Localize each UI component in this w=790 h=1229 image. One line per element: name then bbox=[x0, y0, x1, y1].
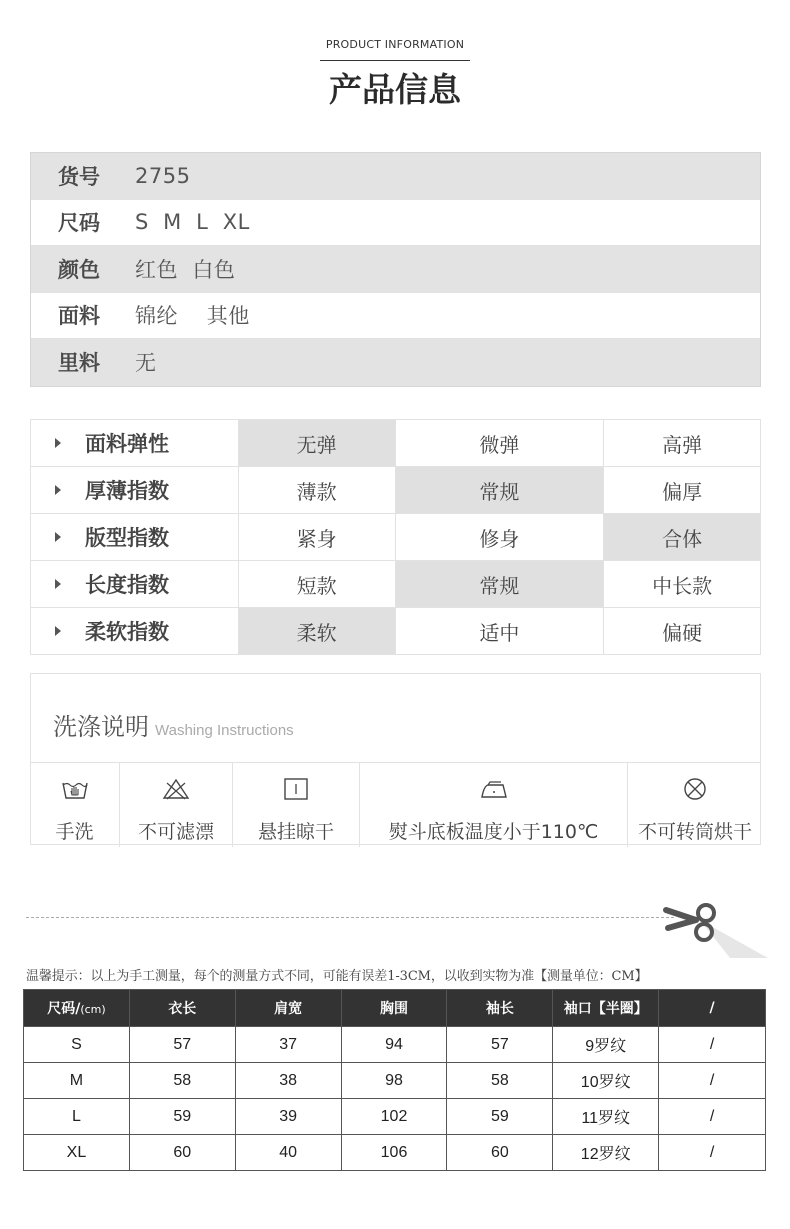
size-cell: 38 bbox=[235, 1063, 341, 1099]
attribute-option: 薄款 bbox=[238, 467, 395, 514]
wash-icons-row bbox=[30, 762, 761, 846]
size-cell: 60 bbox=[129, 1135, 235, 1171]
wash-label: 不可转筒烘干 bbox=[638, 821, 753, 843]
caret-right-icon bbox=[55, 626, 61, 636]
size-cell: 106 bbox=[341, 1135, 447, 1171]
size-cell: / bbox=[659, 1135, 766, 1171]
attribute-option: 偏硬 bbox=[604, 608, 761, 655]
size-cell: 94 bbox=[341, 1027, 447, 1063]
attribute-label: 厚薄指数 bbox=[85, 479, 169, 503]
caret-right-icon bbox=[55, 438, 61, 448]
size-cell: 37 bbox=[235, 1027, 341, 1063]
attribute-option: 柔软 bbox=[238, 608, 395, 655]
info-label: 货号 bbox=[58, 164, 100, 189]
size-cell: 57 bbox=[129, 1027, 235, 1063]
info-row-size bbox=[31, 200, 760, 247]
attribute-option: 中长款 bbox=[604, 561, 761, 608]
attribute-name bbox=[31, 420, 239, 467]
info-row-item-number bbox=[31, 153, 760, 200]
page-title: 产品信息 bbox=[329, 70, 461, 109]
attribute-label: 面料弹性 bbox=[85, 432, 169, 456]
wash-label: 不可滤漂 bbox=[137, 821, 214, 843]
size-header-cell: 袖长 bbox=[447, 990, 553, 1027]
size-cell: 9罗纹 bbox=[553, 1027, 659, 1063]
attribute-name bbox=[31, 514, 239, 561]
size-cell: 39 bbox=[235, 1099, 341, 1135]
attribute-row bbox=[31, 608, 761, 655]
size-cell: 10罗纹 bbox=[553, 1063, 659, 1099]
wash-item-no-bleach bbox=[120, 763, 233, 847]
size-cell: / bbox=[659, 1027, 766, 1063]
wash-item-hang-dry bbox=[233, 763, 360, 847]
attribute-option: 短款 bbox=[238, 561, 395, 608]
wash-item-no-tumble-dry bbox=[628, 763, 761, 847]
info-value: 2755 bbox=[135, 163, 191, 188]
size-table bbox=[23, 989, 766, 1171]
product-info-table bbox=[30, 152, 761, 387]
attribute-option: 偏厚 bbox=[604, 467, 761, 514]
no-bleach-icon bbox=[161, 777, 191, 801]
size-header-label: 尺码/ bbox=[47, 1001, 81, 1017]
attribute-name bbox=[31, 467, 239, 514]
size-cell: 57 bbox=[447, 1027, 553, 1063]
wash-title bbox=[53, 707, 294, 742]
caret-right-icon bbox=[55, 485, 61, 495]
attribute-option: 高弹 bbox=[604, 420, 761, 467]
hang-dry-icon bbox=[281, 777, 311, 801]
size-cell: 11罗纹 bbox=[553, 1099, 659, 1135]
attribute-table bbox=[30, 419, 761, 655]
attribute-option: 修身 bbox=[395, 514, 604, 561]
attribute-option: 常规 bbox=[395, 561, 604, 608]
size-cell: 59 bbox=[129, 1099, 235, 1135]
attribute-option: 紧身 bbox=[238, 514, 395, 561]
size-header-cell: 胸围 bbox=[341, 990, 447, 1027]
wash-item-iron bbox=[360, 763, 628, 847]
size-cell: / bbox=[659, 1063, 766, 1099]
attribute-row bbox=[31, 467, 761, 514]
size-cell: M bbox=[24, 1063, 130, 1099]
size-cell: 59 bbox=[447, 1099, 553, 1135]
size-cell: L bbox=[24, 1099, 130, 1135]
info-label: 颜色 bbox=[58, 257, 100, 282]
wash-label: 熨斗底板温度小于110℃ bbox=[388, 821, 599, 843]
caret-right-icon bbox=[55, 579, 61, 589]
caret-right-icon bbox=[55, 532, 61, 542]
header-divider bbox=[320, 60, 470, 61]
wash-label: 手洗 bbox=[55, 821, 94, 843]
attribute-row bbox=[31, 514, 761, 561]
measurement-note: 温馨提示：以上为手工测量，每个的测量方式不同，可能有误差1-3CM，以收到实物为准【测量单位：CM】 bbox=[26, 969, 648, 984]
attribute-option: 无弹 bbox=[238, 420, 395, 467]
info-label: 里料 bbox=[58, 351, 100, 376]
attribute-option: 微弹 bbox=[395, 420, 604, 467]
info-label: 尺码 bbox=[58, 211, 100, 236]
size-cell: 58 bbox=[447, 1063, 553, 1099]
no-tumble-dry-icon bbox=[680, 777, 710, 801]
size-cell: 98 bbox=[341, 1063, 447, 1099]
size-cell: S bbox=[24, 1027, 130, 1063]
info-value: 锦纶 其他 bbox=[135, 304, 250, 329]
size-header-cell: 袖口【半圈】 bbox=[553, 990, 659, 1027]
table-row bbox=[24, 1027, 766, 1063]
size-cell: 40 bbox=[235, 1135, 341, 1171]
attribute-row bbox=[31, 561, 761, 608]
info-row-color bbox=[31, 246, 760, 293]
size-cell: / bbox=[659, 1099, 766, 1135]
table-row bbox=[24, 1135, 766, 1171]
wash-label: 悬挂晾干 bbox=[257, 821, 334, 843]
size-cell: 60 bbox=[447, 1135, 553, 1171]
table-row bbox=[24, 1063, 766, 1099]
info-value: 红色 白色 bbox=[135, 257, 236, 282]
size-header-cell: / bbox=[659, 990, 766, 1027]
size-cell: 12罗纹 bbox=[553, 1135, 659, 1171]
attribute-label: 长度指数 bbox=[85, 573, 169, 597]
wash-title-zh: 洗涤说明 bbox=[53, 713, 149, 741]
info-label: 面料 bbox=[58, 304, 100, 329]
size-cell: XL bbox=[24, 1135, 130, 1171]
info-row-lining bbox=[31, 339, 760, 386]
cut-line bbox=[26, 917, 674, 918]
size-table-header bbox=[24, 990, 766, 1027]
attribute-option: 合体 bbox=[604, 514, 761, 561]
attribute-option: 常规 bbox=[395, 467, 604, 514]
size-cell: 58 bbox=[129, 1063, 235, 1099]
size-header-unit: (cm) bbox=[80, 1003, 106, 1016]
iron-icon bbox=[477, 777, 511, 801]
attribute-name bbox=[31, 608, 239, 655]
attribute-name bbox=[31, 561, 239, 608]
size-header-cell bbox=[24, 990, 130, 1027]
table-row bbox=[24, 1099, 766, 1135]
attribute-option: 适中 bbox=[395, 608, 604, 655]
wash-item-hand-wash bbox=[30, 763, 120, 847]
washing-instructions bbox=[30, 673, 761, 845]
info-row-fabric bbox=[31, 293, 760, 340]
scissors-icon bbox=[660, 898, 768, 958]
info-value: S M L XL bbox=[135, 210, 250, 235]
attribute-label: 版型指数 bbox=[85, 526, 169, 550]
wash-title-en: Washing Instructions bbox=[155, 722, 294, 739]
header-subtitle: PRODUCT INFORMATION bbox=[325, 38, 465, 51]
attribute-row bbox=[31, 420, 761, 467]
attribute-label: 柔软指数 bbox=[85, 620, 169, 644]
size-cell: 102 bbox=[341, 1099, 447, 1135]
info-value: 无 bbox=[135, 351, 157, 376]
size-header-cell: 肩宽 bbox=[235, 990, 341, 1027]
hand-wash-icon bbox=[60, 777, 90, 801]
size-header-cell: 衣长 bbox=[129, 990, 235, 1027]
